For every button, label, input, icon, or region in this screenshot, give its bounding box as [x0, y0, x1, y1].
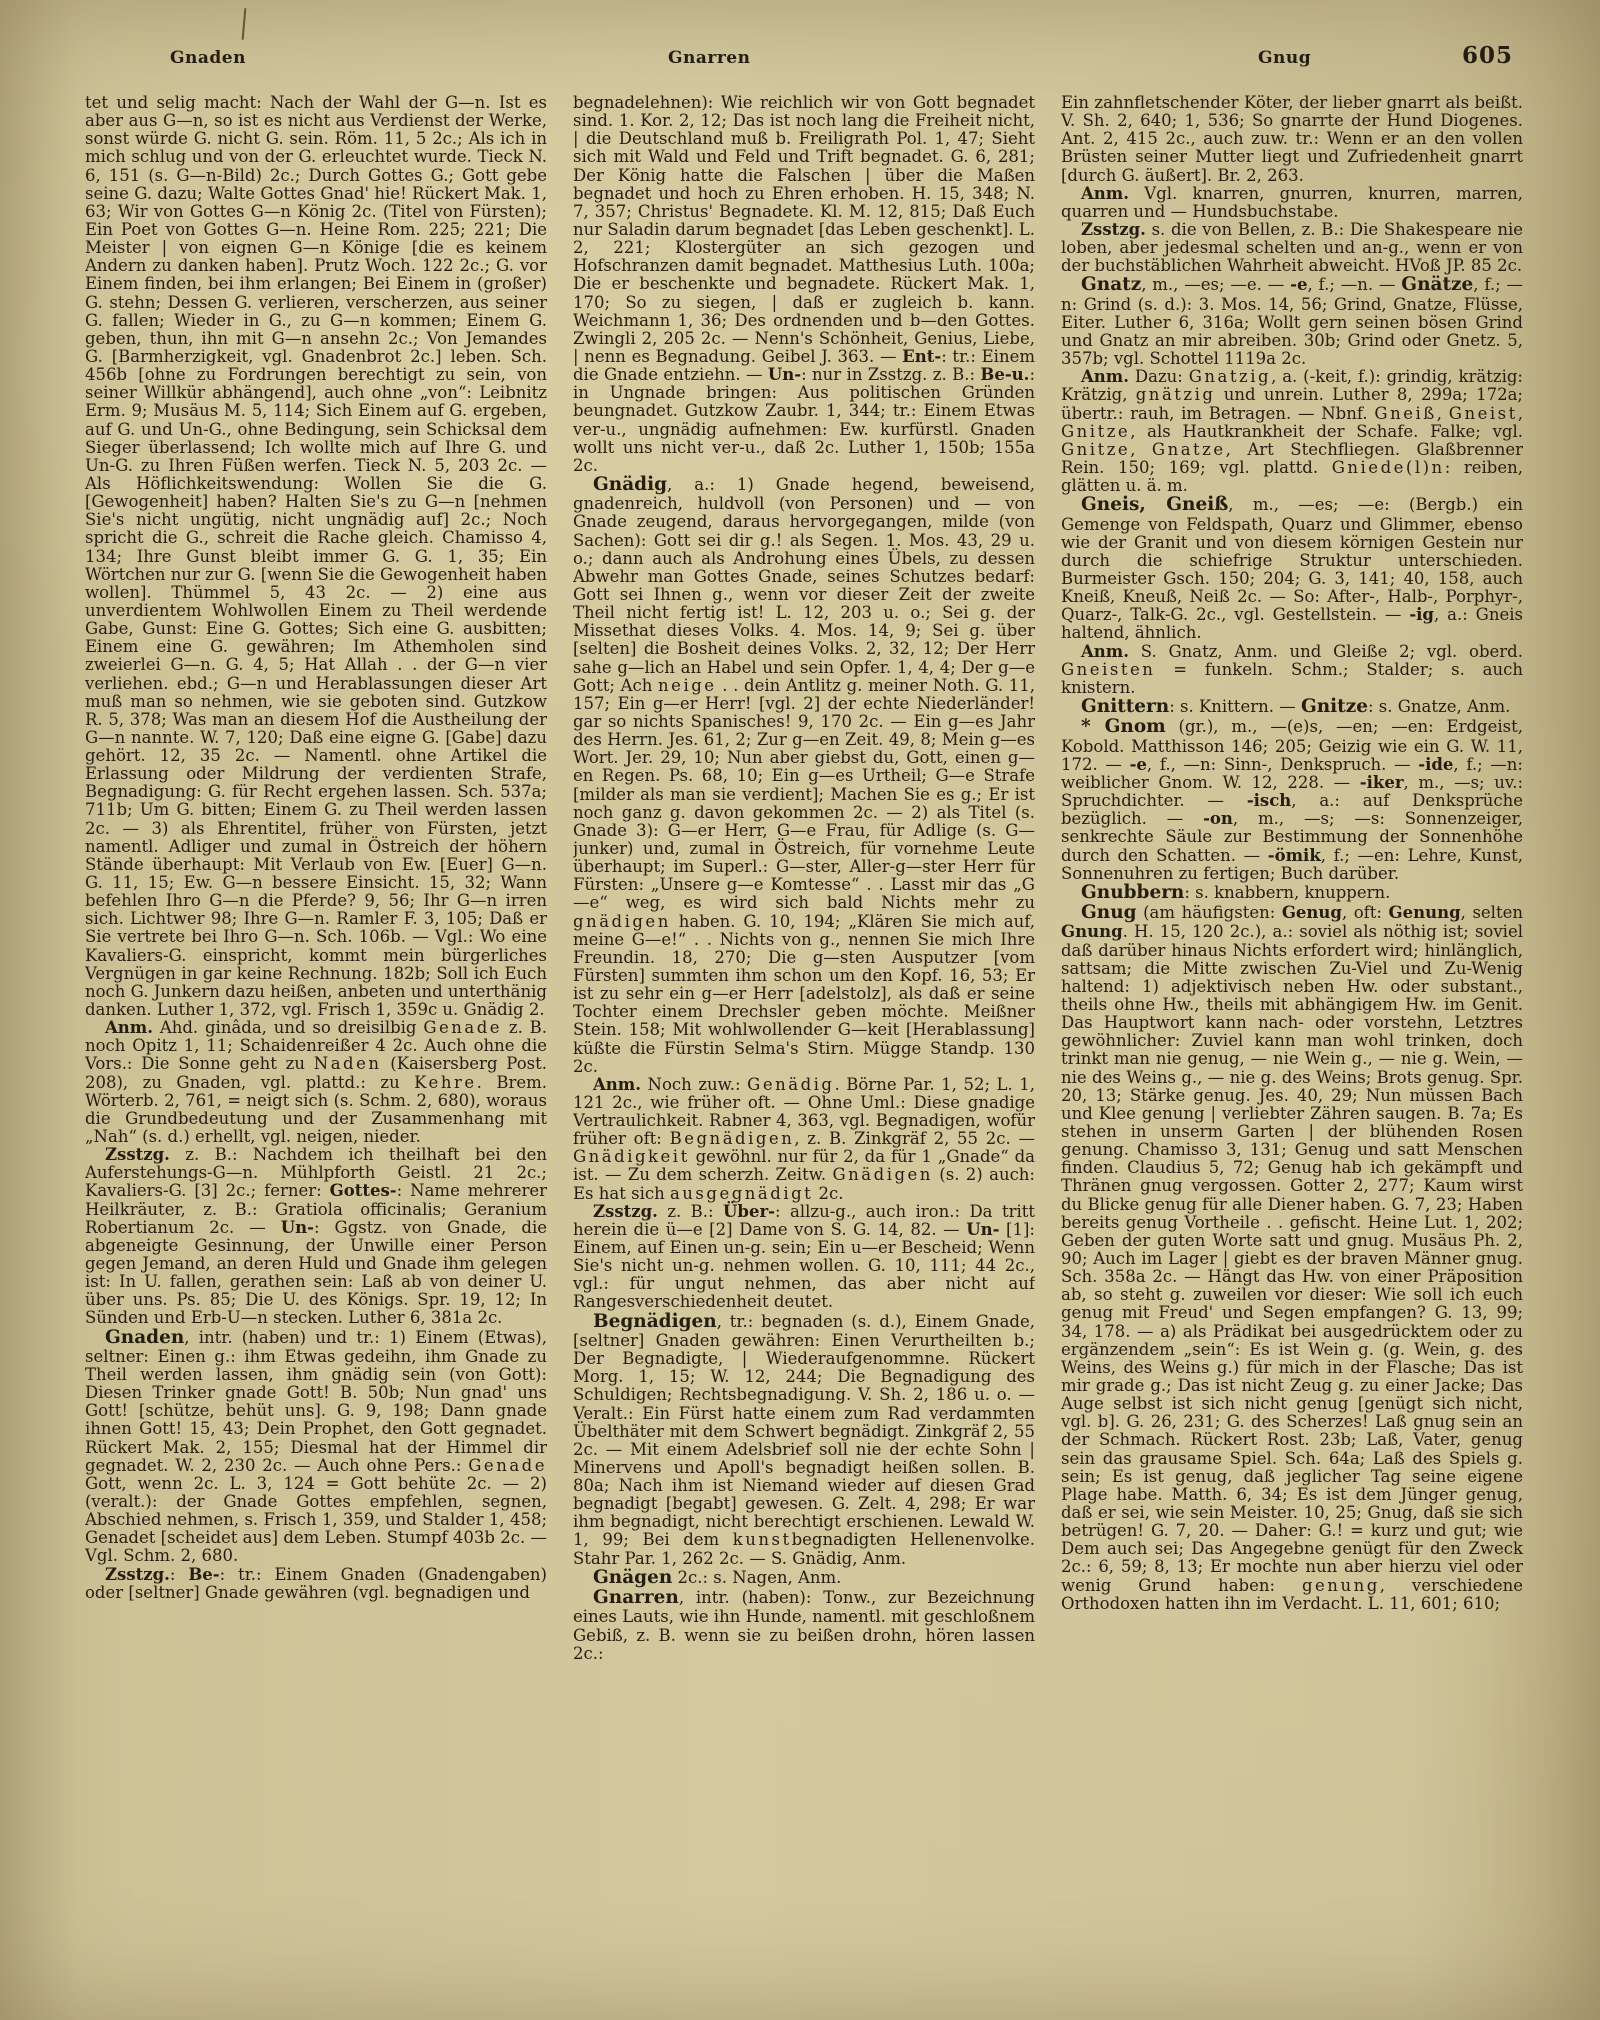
text-columns	[85, 94, 1523, 1894]
pen-mark	[242, 8, 247, 40]
entry-gnug: Gnug (am häufigsten: Genug, oft: Genung, selten Gnung. H. 15, 120 2c.), a.: soviel als nöthig ist; soviel daß darüber hinaus Nichts erfordert wird; hinlänglich, sattsam; die Mitte zwischen Zu-Viel und Zu-Wenig haltend: 1) adjektivisch neben Hw. oder substant., theils ohne Hw., theils mit abhängigem Hw. im Genit. Das Hauptwort kann nach- oder vorstehn, Letztres gewöhnlicher: Zuviel kann man wohl trinken, doch trinkt man nie genug, — nie Wein g., — nie g. Wein, — nie des Weins g., — nie g. des Weins; Brots genug. Spr. 20, 13; Stärke genug. Jes. 40, 29; Nun müssen Bach und Klee genung | verliebter Zähren saugen. B. 7a; Es stehen in unserm Garten | der blühenden Rosen genung. Chamisso 3, 131; Genug und satt Menschen finden. Claudius 5, 72; Genug hab ich gekämpft und Thränen gnug vergossen. Gotter 2, 277; Kaum wirst du Blicke genug für alle Diener haben. G. 7, 23; Haben bereits genug Vortheile . . gefischt. Heine Lut. 1, 202; Geben der guten Worte satt und gnug. Musäus Ph. 2, 90; Auch im Lager | giebt es der braven Männer gnug. Sch. 358a 2c. — Hängt das Hw. von einer Präposition ab, so steht g. zuweilen vor dieser: Wie soll ich euch genug mit Freud' und Segen empfangen? G. 13, 99; 34, 178. — a) als Prädikat bei ausgedrücktem oder zu ergänzendem „sein“: Es ist Wein g. (g. Wein, g. des Weins, des Weins g.) für mich in der Flasche; Das ist mir grade g.; Das ist nicht Zeug g. zu einer Jacke; Das Auge selbst ist sich nicht genug [genügt sich nicht, vgl. b]. G. 26, 231; G. des Scherzes! Laß gnug sein an der Schmach. Rückert Rost. 23b; Laß, Vater, genug sein das grausame Spiel. Sch. 64a; Laß des Spiels g. sein; Es ist genug, daß jeglicher Tag seine eigene Plage habe. Matth. 6, 34; Es ist dem Jünger genug, daß er sei, wie sein Meister. 10, 25; Gnug, daß sie sich betrügen! G. 7, 20. — Daher: G.! = kurz und gut; wie Dem auch sei; Das Angegebne genügt für den Zweck 2c.: 6, 59; 8, 13; Er mochte nun aber hierzu viel oder wenig Grund haben: genung, verschiedene Orthodoxen hatten ihn im Verdacht. L. 11, 601; 610;	[1061, 902, 1523, 1613]
column-2	[573, 94, 1035, 1894]
anm-paragraph: Anm. Ahd. ginâda, und so dreisilbig Genade z. B. noch Opitz 1, 11; Schaidenreißer 4 2c. Auch ohne die Vors.: Die Sonne geht zu Naden (Kaisersberg Post. 208), zu Gnaden, vgl. plattd.: zu Kehre. Brem. Wörterb. 2, 761, = neigt sich (s. Schm. 2, 680), woraus die Grundbedeutung und der Zusammenhang mit „Nah“ (s. d.) erhellt, vgl. neigen, nieder.	[85, 1018, 547, 1147]
entry-gnarren-continuation: Ein zahnfletschender Köter, der lieber gnarrt als beißt. V. Sh. 2, 640; 1, 536; So gnarrte der Hund Diogenes. Ant. 2, 415 2c., auch zuw. tr.: Wenn er an den vollen Brüsten seiner Mutter liegt und Zufriedenheit gnarrt [durch G. äußert]. Br. 2, 263.	[1061, 94, 1523, 185]
entry-gnaden: Gnaden, intr. (haben) und tr.: 1) Einem (Etwas), seltner: Einen g.: ihm Etwas gedeihn, ihm Gnade zu Theil werden lassen, ihm gnädig sein (von Gott): Diesen Trinker gnade Gott! B. 50b; Nun gnad' uns Gott! [schütze, behüt uns]. G. 9, 198; Dann gnade ihnen Gott! 15, 43; Dein Prophet, den Gott gegnadet. Rückert Mak. 2, 155; Diesmal hat der Himmel dir gegnadet. W. 2, 230 2c. — Auch ohne Pers.: Genade Gott, wenn 2c. L. 3, 124 = Gott behüte 2c. — 2) (veralt.): der Gnade Gottes empfehlen, segnen, Abschied nehmen, s. Frisch 1, 359, und Stalder 1, 458; Genadet [scheidet aus] dem Leben. Stumpf 403b 2c. — Vgl. Schm. 2, 680.	[85, 1326, 547, 1566]
entry-gnom: * Gnom (gr.), m., —(e)s, —en; —en: Erdgeist, Kobold. Matthisson 146; 205; Geizig wie ein G. W. 11, 172. — -e, f., —n: Sinn-, Denkspruch. — -ide, f.; —n: weiblicher Gnom. W. 12, 228. — -iker, m., —s; uv.: Spruchdichter. — -isch, a.: auf Denksprüche bezüglich. — -on, m., —s; —s: Sonnenzeiger, senkrechte Säule zur Bestimmung der Sonnenhöhe durch den Schatten. — -ömik, f.; —en: Lehre, Kunst, Sonnenuhren zu fertigen; Buch darüber.	[1061, 716, 1523, 883]
running-head-right: Gnug	[1258, 48, 1312, 68]
running-head-left: Gnaden	[170, 48, 246, 68]
zsstzg-be-paragraph: Zsstzg.: Be-: tr.: Einem Gnaden (Gnadengaben) oder [seltner] Gnade gewähren (vgl. begnadigen und	[85, 1564, 547, 1602]
anm-paragraph: Anm. S. Gnatz, Anm. und Gleiße 2; vgl. oberd. Gneisten = funkeln. Schm.; Stalder; s. auch knistern.	[1061, 641, 1523, 697]
page-number: 605	[1462, 42, 1514, 69]
entry-gnaedig: Gnädig, a.: 1) Gnade hegend, beweisend, gnadenreich, huldvoll (von Personen) und — von Gnade zeugend, daraus hervorgegangen, milde (von Sachen): Gott sei dir g.! als Segen. 1. Mos. 43, 29 u. o.; dann auch als Androhung eines Übels, zu dessen Abwehr man Gottes Gnade, seines Schutzes bedarf: Gott sei Ihnen g., wenn vor dieser Zeit der zweite Theil nicht fertig ist! L. 12, 203 u. o.; Sei g. der Missethat dieses Volks. 4. Mos. 14, 9; Sei g. über [selten] die Bosheit deines Volks. 2, 32, 12; Der Herr sahe g—lich an Habel und sein Opfer. 1, 4, 4; Der g—e Gott; Ach neige . . dein Antlitz g. meiner Noth. G. 11, 157; Ein g—er Herr! [vgl. 2] der echte Niederländer! gar so nichts Spanisches! 9, 170 2c. — Ein g—es Jahr des Herrn. Jes. 61, 2; Zur g—en Zeit. 49, 8; Mein g—es Wort. Jer. 29, 10; Nun aber giebst du, Gott, einen g—en Regen. Ps. 68, 10; Ein g—es Urtheil; G—e Strafe [milder als man sie verdient]; Machen Sie es g.; Er ist noch ganz g. davon gekommen 2c. — 2) als Titel (s. Gnade 3): G—er Herr, G—e Frau, für Adlige (s. G—junker) und, zumal in Östreich, für vornehme Leute überhaupt; im Superl.: G—ster, Aller-g—ster Herr für Fürsten: „Unsere g—e Komtesse“ . . Lasst mir das „G—e“ weg, es wird sich bald Nichts mehr zu gnädigen haben. G. 10, 194; „Klären Sie mich auf, meine G—e!“ . . Nichts von g., nennen Sie mich Ihre Freundin. 18, 270; Die g—sten Ausputzer [vom Fürsten] summten ihm schon um den Kopf. 16, 53; Er ist zu sehr ein g—er Herr [adelstolz], als daß er seine Tochter einem Drechsler geben möchte. Meißner Stein. 158; Mit wohlwollender G—keit [Herablassung] küßte die Fürstin Selma's Stirn. Mügge Standp. 130 2c.	[573, 473, 1035, 1076]
column-3	[1061, 94, 1523, 1894]
anm-paragraph: Anm. Dazu: Gnatzig, a. (-keit, f.): grindig, krätzig: Krätzig, gnätzig und unrein. Luther 8, 299a; 172a; übertr.: rauh, im Betragen. — Nbnf. Gneiß, Gneist, Gnitze, als Hautkrankheit der Schafe. Falke; vgl. Gnitze, Gnatze, Art Stechfliegen. Glaßbrenner Rein. 150; 169; vgl. plattd. Gniede(l)n: reiben, glätten u. ä. m.	[1061, 367, 1523, 496]
entry-gnatz: Gnatz, m., —es; —e. — -e, f.; —n. — Gnätze, f.; —n: Grind (s. d.): 3. Mos. 14, 56; Grind, Gnatze, Flüsse, Eiter. Luther 6, 316a; Wollt gern seinen bösen Grind und Gnatz an mir abreiben. 30b; Grind oder Gnetz. 5, 357b; vgl. Schottel 1119a 2c.	[1061, 274, 1523, 369]
column-1	[85, 94, 547, 1894]
entry-gnarren: Gnarren, intr. (haben): Tonw., zur Bezeichnung eines Lauts, wie ihn Hunde, namentl. mit geschloßnem Gebiß, z. B. wenn sie zu beißen drohn, hören lassen 2c.:	[573, 1587, 1035, 1663]
entry-begnaedigen: Begnädigen, tr.: begnaden (s. d.), Einem Gnade, [seltner] Gnaden gewähren: Einen Verurtheilten b.; Der Begnadigte, | Wiederaufgenommne. Rückert Morg. 1, 15; W. 12, 244; Die Begnadigung des Schuldigen; Rechtsbegnadigung. V. Sh. 2, 186 u. o. — Veralt.: Ein Fürst hatte einem zum Rad verdammten Übelthäter mit dem Schwert begnädigt. Zinkgräf 2, 55 2c. — Mit einem Adelsbrief soll nie der echte Sohn | Minervens und Apoll's begnadigt heißen sollen. B. 80a; Nach ihm ist Niemand wieder auf diesen Grad begnadigt [begabt] gewesen. G. Zelt. 4, 298; Er war ihm begnadigt, nicht berechtigt erschienen. Lewald W. 1, 99; Bei dem kunstbegnadigten Hellenenvolke. Stahr Par. 1, 262 2c. — S. Gnädig, Anm.	[573, 1310, 1035, 1568]
zsstzg-paragraph: Zsstzg. z. B.: Über-: allzu-g., auch iron.: Da tritt herein die ü—e [2] Dame von S. G. 14, 82. — Un- [1]: Einem, auf Einen un-g. sein; Ein u—er Bescheid; Wenn Sie's nicht un-g. nehmen wollen. G. 10, 111; 44 2c., vgl.: für ungut nehmen, das aber nicht auf Rangesverschiedenheit deutet.	[573, 1201, 1035, 1312]
entry-begnaden-continuation: begnadelehnen): Wie reichlich wir von Gott begnadet sind. 1. Kor. 2, 12; Das ist noch lang die Freiheit nicht, | die Deutschland muß b. Freiligrath Pol. 1, 47; Sieht sich mit Wald und Feld und Trift begnadet. G. 6, 281; Der König hatte die Falschen | über die Maßen begnadet und hoch zu Ehren erhoben. H. 15, 348; N. 7, 357; Christus' Begnadete. Kl. M. 12, 815; Daß Euch nur Saladin darum begnadet [das Leben geschenkt]. L. 2, 221; Klostergüter an sich gezogen und Hofschranzen damit begnadet. Matthesius Luth. 100a; Die er beschenkte und begnadete. Rückert Mak. 1, 170; So zu siegen, | daß er zugleich b. kann. Weichmann 1, 36; Des ordnenden und b—den Gottes. Zwingli 2, 205 2c. — Nenn's Schönheit, Genius, Liebe, | nenn es Begnadung. Geibel J. 363. — Ent-: tr.: Einem die Gnade entziehn. — Un-: nur in Zsstzg. z. B.: Be-u.: in Ungnade bringen: Aus politischen Gründen beungnadet. Gutzkow Zaubr. 1, 344; tr.: Einem Etwas ver-u., ungnädig aufnehmen: Ew. kurfürstl. Gnaden wollt uns nicht ver-u., daß 2c. Luther 1, 150b; 155a 2c.	[573, 94, 1035, 475]
entry-gnittern: Gnittern: s. Knittern. — Gnitze: s. Gnatze, Anm.	[1081, 696, 1511, 718]
anm-paragraph: Anm. Noch zuw.: Genädig. Börne Par. 1, 52; L. 1, 121 2c., wie früher oft. — Ohne Uml.: Diese gnadige Vertraulichkeit. Rabner 4, 363, vgl. Begnadigen, wofür früher oft: Begnädigen, z. B. Zinkgräf 2, 55 2c. — Gnädigkeit gewöhnl. nur für 2, da für 1 „Gnade“ da ist. — Zu dem scherzh. Zeitw. Gnädigen (s. 2) auch: Es hat sich ausgegnädigt 2c.	[573, 1074, 1035, 1203]
zsstzg-paragraph: Zsstzg. z. B.: Nachdem ich theilhaft bei den Auferstehungs-G—n. Mühlpforth Geistl. 21 2c.; Kavaliers-G. [3] 2c.; ferner: Gottes-: Name mehrerer Heilkräuter, z. B.: Gratiola officinalis; Geranium Robertianum 2c. — Un-: Ggstz. von Gnade, die abgeneigte Gesinnung, der Unwille einer Person gegen Jemand, an deren Huld und Gnade ihm gelegen ist: In U. fallen, gerathen sein: Laß ab von deiner U. über uns. Ps. 85; Die U. des Königs. Spr. 19, 12; In Sünden und Erb-U—n stecken. Luther 6, 381a 2c.	[85, 1145, 547, 1328]
entry-gnaegen: Gnägen 2c.: s. Nagen, Anm.	[593, 1566, 842, 1588]
entry-gnubbern: Gnubbern: s. knabbern, knuppern.	[1081, 881, 1391, 903]
anm-paragraph: Anm. Vgl. knarren, gnurren, knurren, marren, quarren und — Hundsbuchstabe.	[1061, 183, 1523, 221]
entry-gnade-continuation: tet und selig macht: Nach der Wahl der G—n. Ist es aber aus G—n, so ist es nicht aus Verdienst der Werke, sonst würde G. nicht G. sein. Röm. 11, 5 2c.; Als ich in mich schlug und von der G. erleuchtet wurde. Tieck N. 6, 151 (s. G—n-Bild) 2c.; Durch Gottes G.; Gott gebe seine G. dazu; Walte Gottes Gnad' hie! Rückert Mak. 1, 63; Wir von Gottes G—n König 2c. (Titel von Fürsten); Ein Poet von Gottes G—n. Heine Rom. 225; 221; Die Meister | von eignen G—n Könige [die es keinem Andern zu danken haben]. Prutz Woch. 122 2c.; G. vor Einem finden, bei ihm erlangen; Bei Einem in (großer) G. stehn; Dessen G. verlieren, verscherzen, aus seiner G. fallen; Wieder in G., zu G—n kommen; Einem G. geben, thun, ihn mit G—n ansehn 2c.; Von Jemandes G. [Barmherzigkeit, vgl. Gnadenbrot 2c.] leben. Sch. 456b [ohne zu Fordrungen berechtigt zu sein, von seiner Willkür abhängend], auch ohne „von“: Leibnitz Erm. 9; Musäus M. 5, 114; Sich Einem auf G. ergeben, auf G. und Un-G., ohne Bedingung, sein Schicksal dem Sieger überlassend; Ich wollte mich auf Ihre G. und Un-G. zu Ihren Füßen werfen. Tieck N. 5, 203 2c. — Als Höflichkeitswendung: Wollen Sie die G. [Gewogenheit] haben? Halten Sie's zu G—n [nehmen Sie's nicht ungütig, nicht ungnädig auf] 2c.; Noch spricht die G., schreit die Rache gleich. Chamisso 4, 134; Ihre Gunst bleibt immer G. G. 1, 35; Ein Wörtchen nur zur G. [wenn Sie die Gewogenheit haben wollen]. Thümmel 5, 43 2c. — 2) eine aus unverdientem Wohlwollen Einem zu Theil werdende Gabe, Gunst: Eine G. Gottes; Sich eine G. ausbitten; Einem eine G. gewähren; Im Athemholen sind zweierlei G—n. G. 4, 5; Hat Allah . . der G—n vier verliehen. ebd.; G—n und Herablassungen dieser Art muß man so nehmen, wie sie geboten sind. Gutzkow R. 5, 378; Was man an diesem Hof die Austheilung der G—n nannte. W. 7, 120; Daß eine eigne G. [Gabe] dazu gehört. 12, 35 2c. — Namentl. ohne Artikel die Erlassung oder Mildrung der verdienten Strafe, Begnadigung: G. für Recht ergehen lassen. Sch. 537a; 711b; Um G. bitten; Einem G. zu Theil werden lassen 2c. — 3) als Ehrentitel, früher von Fürsten, jetzt namentl. Adliger und zumal in Östreich der höhern Stände überhaupt: Mit Verlaub von Ew. [Euer] G—n. G. 11, 15; Ew. G—n bessere Einsicht. 15, 32; Wann befehlen Ihro G—n die Pferde? 9, 56; Ihr G—n irren sich. Lichtwer 98; Ihre G—n. Ramler F. 3, 105; Daß er Sie vertrete bei Ihro G—n. Sch. 106b. — Vgl.: Wo eine Kavaliers-G. einspricht, kommt mein bürgerliches Vergnügen in gar keine Rechnung. 182b; Soll ich Euch noch G. Junkern dazu heißen, anbeten und unterthänig danken. Luther 1, 372, vgl. Frisch 1, 359c u. Gnädig 2.	[85, 94, 547, 1020]
entry-gneis: Gneis, Gneiß, m., —es; —e: (Bergb.) ein Gemenge von Feldspath, Quarz und Glimmer, ebenso wie der Granit und von diesem körnigen Gestein nur durch die schiefrige Struktur unterschieden. Burmeister Gsch. 150; 204; G. 3, 141; 40, 158, auch Kneiß, Kneuß, Neiß 2c. — So: After-, Halb-, Porphyr-, Quarz-, Talk-G. 2c., vgl. Gestellstein. — -ig, a.: Gneis haltend, ähnlich.	[1061, 494, 1523, 643]
running-head-center: Gnarren	[668, 48, 751, 68]
zsstzg-paragraph: Zsstzg. s. die von Bellen, z. B.: Die Shakespeare nie loben, aber jedesmal schelten und an-g., wenn er von der buchstäblichen Wahrheit abweicht. HVoß JP. 85 2c.	[1061, 219, 1523, 276]
